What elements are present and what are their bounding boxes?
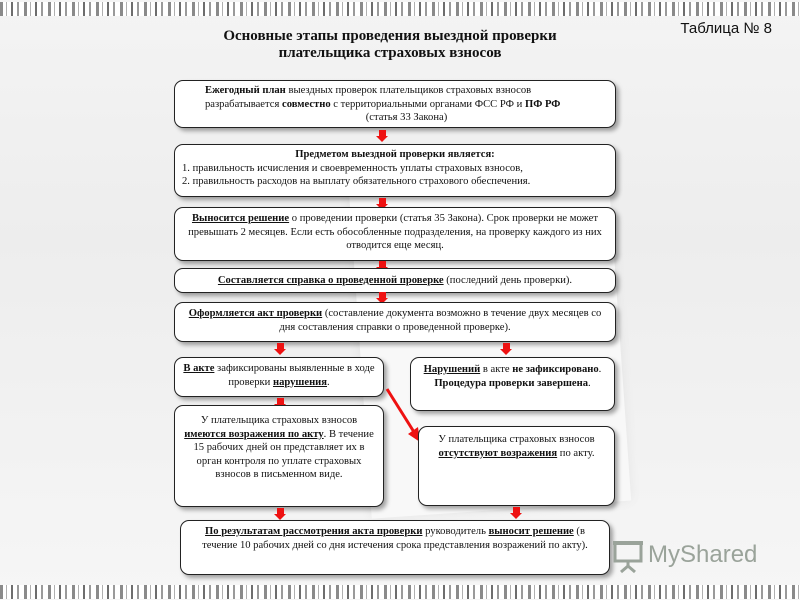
annual-plan-pf: ПФ РФ bbox=[524, 98, 561, 110]
subject-heading: Предметом выездной проверки является: bbox=[295, 149, 495, 160]
violations-found-dot: . bbox=[327, 376, 330, 388]
annual-plan-text-3: с территориальными органами ФСС РФ и bbox=[330, 98, 525, 110]
arrow-5-6 bbox=[274, 343, 287, 355]
annual-plan-jointly: совместно bbox=[282, 98, 331, 110]
step-subject bbox=[174, 144, 616, 197]
decision-bold: Выносится решение bbox=[191, 213, 290, 224]
no-objections-bold: отсутствуют возражения bbox=[438, 447, 558, 459]
subject-line-2: 2. правильность расходов на выплату обязательного страхового обеспечения. bbox=[182, 176, 531, 187]
annual-plan-bold: Ежегодный план bbox=[205, 85, 286, 96]
annual-plan-text: выездных проверок плательщиков страховых взносов bbox=[285, 85, 532, 96]
table-number: Таблица № 8 bbox=[680, 20, 772, 37]
final-decision-text: руководитель bbox=[422, 526, 489, 537]
step-decision bbox=[174, 207, 616, 261]
act-bold: Оформляется акт проверки bbox=[188, 308, 323, 319]
step-no-objections bbox=[418, 426, 615, 506]
no-violations-bold: Нарушений bbox=[423, 364, 481, 375]
myshared-logo bbox=[612, 538, 772, 574]
certificate-text: (последний день проверки). bbox=[443, 275, 573, 286]
step-no-violations bbox=[410, 357, 615, 411]
subject-line-1: 1. правильность исчисления и своевременность уплаты страховых взносов, bbox=[182, 162, 523, 174]
no-violations-text: в акте bbox=[480, 364, 513, 375]
final-decision-bold: По результатам рассмотрения акта проверки bbox=[205, 526, 423, 537]
violations-word: нарушения bbox=[272, 376, 328, 388]
diagram-title bbox=[170, 28, 610, 62]
certificate-bold: Составляется справка о проведенной проверке bbox=[217, 275, 444, 286]
arrow-8-10 bbox=[274, 508, 287, 520]
no-objections-text-2: по акту. bbox=[557, 447, 595, 459]
arrow-1-2 bbox=[376, 130, 389, 142]
step-objections-exist bbox=[174, 405, 384, 507]
violations-found-text: зафиксированы выявленные в ходе проверки bbox=[214, 363, 375, 388]
step-final-decision bbox=[180, 520, 610, 575]
decision-text: о проведении проверки (статья 35 Закона). Срок проверки не может превышать 2 месяцев. Если есть обособленные подразделения, на проверку каждого из них отводится еще месяц. bbox=[188, 213, 602, 251]
procedure-completed: Процедура проверки завершена bbox=[434, 377, 589, 389]
act-text: (составление документа возможно в течение двух месяцев со дня составления справки о проведенной проверке). bbox=[279, 308, 602, 333]
violations-found-bold: В акте bbox=[183, 363, 215, 374]
step-act bbox=[174, 302, 616, 342]
step-certificate bbox=[174, 268, 616, 293]
objections-exist-bold: имеются возражения по акту bbox=[184, 428, 324, 440]
title-line-2: плательщика страховых взносов bbox=[278, 45, 502, 61]
step-annual-plan bbox=[174, 80, 616, 128]
annual-plan-text-2: разрабатывается bbox=[205, 98, 282, 110]
arrow-9-10 bbox=[510, 507, 523, 519]
objections-exist-text-2: . В течение 15 рабочих дней он представляет их в орган контроля по уплате страховых взносов в письменном виде. bbox=[193, 428, 374, 480]
final-decision-text-2: (в течение 10 рабочих дней со дня истечения срока представления возражений по акту). bbox=[202, 526, 588, 551]
procedure-completed-dot: . bbox=[588, 377, 591, 389]
final-decision-bold-2: выносит решение bbox=[488, 526, 574, 537]
step-violations-found bbox=[174, 357, 384, 397]
no-objections-text: У плательщика страховых взносов bbox=[438, 434, 595, 445]
top-barcode-strip bbox=[0, 2, 800, 16]
bottom-barcode-strip bbox=[0, 585, 800, 599]
no-violations-not-recorded: не зафиксировано bbox=[512, 364, 599, 375]
presentation-icon bbox=[612, 540, 644, 574]
no-violations-dot: . bbox=[598, 364, 602, 375]
arrow-5-7 bbox=[500, 343, 513, 355]
annual-plan-article: (статья 33 Закона) bbox=[365, 112, 448, 123]
objections-exist-text: У плательщика страховых взносов bbox=[200, 415, 358, 426]
logo-text: MyShared bbox=[648, 541, 758, 568]
title-line-1: Основные этапы проведения выездной проверки bbox=[223, 28, 557, 44]
